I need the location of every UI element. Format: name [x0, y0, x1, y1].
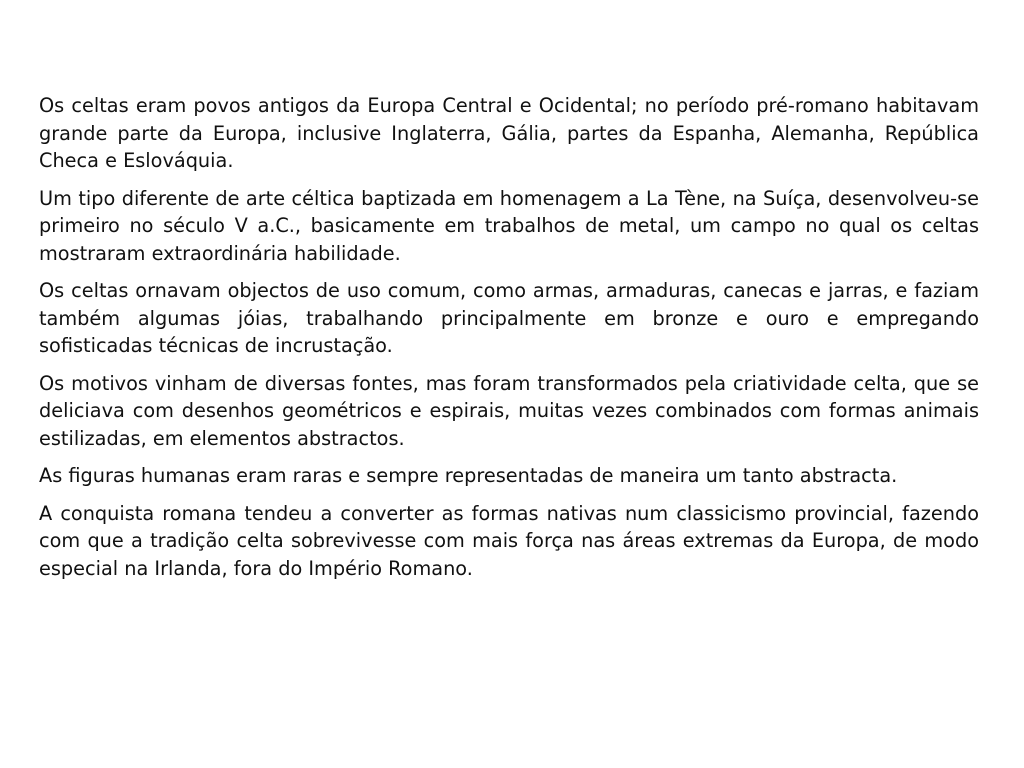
- paragraph-human-figures: As figuras humanas eram raras e sempre representadas de maneira um tanto abstracta.: [39, 464, 898, 487]
- paragraph-celts-origin: Os celtas eram povos antigos da Europa Central e Ocidental; no período pré-romano habitavam grande parte da Europa, inclusive Inglaterra, Gália, partes da Espanha, Alemanha, República Checa e Eslováquia.: [39, 94, 979, 172]
- paragraph-ornamented-objects: Os celtas ornavam objectos de uso comum, como armas, armaduras, canecas e jarras, e faziam também algumas jóias, trabalhando principalmente em bronze e ouro e empregando sofisticadas técnicas de incrustação.: [39, 279, 979, 357]
- paragraph-motifs: Os motivos vinham de diversas fontes, mas foram transformados pela criatividade celta, que se deliciava com desenhos geométricos e espirais, muitas vezes combinados com formas animais estilizadas, em elementos abstractos.: [39, 371, 979, 450]
- paragraph-roman-conquest: A conquista romana tendeu a converter as formas nativas num classicismo provincial, fazendo com que a tradição celta sobrevivesse com mais força nas áreas extremas da Europa, de modo especial na Irlanda, fora do Império Romano.: [39, 501, 979, 580]
- paragraph-la-tene-art: Um tipo diferente de arte céltica baptizada em homenagem a La Tène, na Suíça, desenvolveu-se primeiro no século V a.C., basicamente em trabalhos de metal, um campo no qual os celtas mostraram extraordinária habilidade.: [39, 186, 979, 265]
- text-body: [39, 92, 979, 592]
